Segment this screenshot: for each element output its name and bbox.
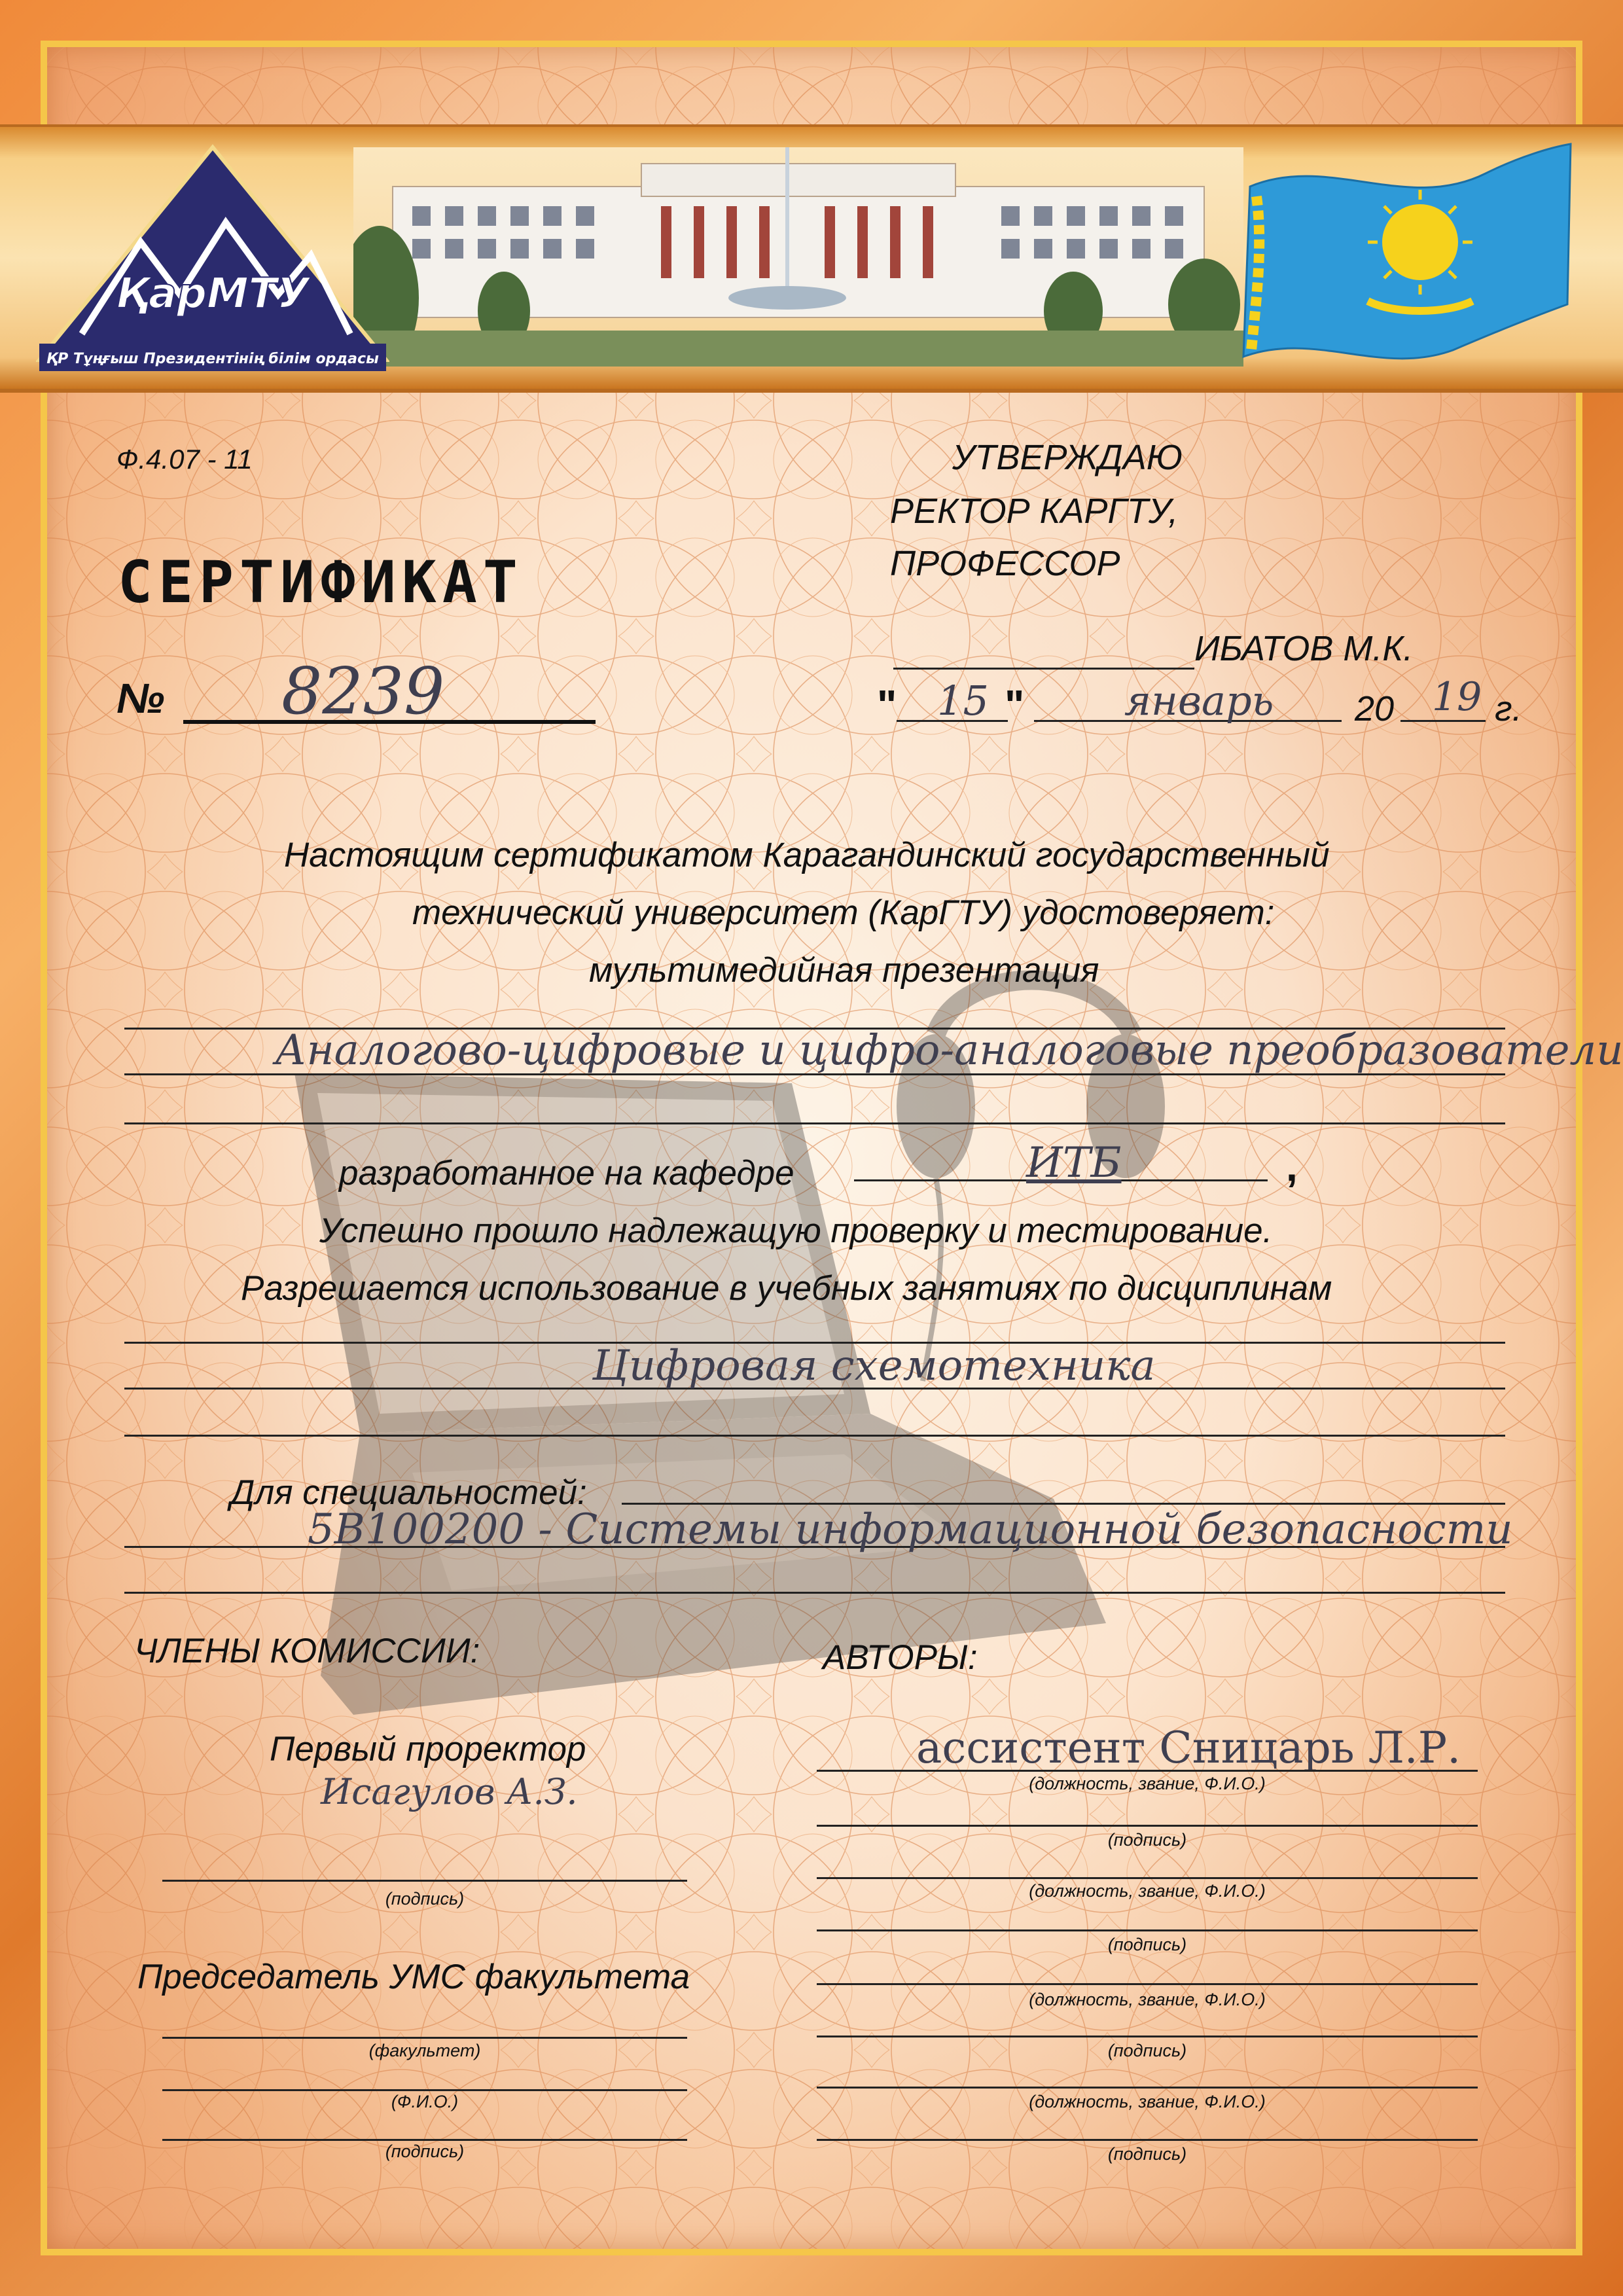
fio-line xyxy=(162,2089,687,2091)
authors-heading: АВТОРЫ: xyxy=(823,1638,978,1677)
university-logo xyxy=(36,144,389,380)
rector-name: ИБАТОВ М.К. xyxy=(1194,629,1414,668)
intro-line-2: технический университет (КарГТУ) удостоверяет: xyxy=(412,893,1275,932)
approval-line-2: РЕКТОР КАРГТУ, xyxy=(890,492,1179,531)
certificate-title: СЕРТИФИКАТ xyxy=(118,548,524,616)
faculty-caption: (факультет) xyxy=(368,2041,481,2060)
certificate-number: 8239 xyxy=(281,655,445,729)
specialty-line-1 xyxy=(622,1503,1505,1505)
logo-name: ҚарМТУ xyxy=(116,270,310,318)
author3-signature-caption: (подпись) xyxy=(1107,2041,1187,2060)
discipline-line-3 xyxy=(124,1435,1505,1437)
faculty-line xyxy=(162,2037,687,2039)
author1-signature-caption: (подпись) xyxy=(1107,1830,1187,1850)
university-building-photo xyxy=(353,147,1243,367)
intro-line-1: Настоящим сертификатом Карагандинский государственный xyxy=(284,836,1330,874)
specialty-line-3 xyxy=(124,1592,1505,1594)
department-value: ИТБ xyxy=(1026,1139,1122,1187)
fio-caption: (Ф.И.О.) xyxy=(391,2092,459,2111)
author2-signature-line xyxy=(817,1929,1478,1931)
year-unit: г. xyxy=(1495,689,1522,728)
specialty-label: Для специальностей: xyxy=(230,1473,587,1512)
department-comma: , xyxy=(1286,1143,1298,1190)
member1-signature-line xyxy=(162,1880,687,1882)
date-open-quote: " xyxy=(877,681,897,728)
date-day: 15 xyxy=(937,677,989,725)
member2-signature-line xyxy=(162,2139,687,2141)
author3-position-caption: (должность, звание, Ф.И.О.) xyxy=(1029,1990,1266,2009)
author4-signature-caption: (подпись) xyxy=(1107,2144,1187,2164)
commission-member1-title: Первый проректор xyxy=(270,1730,586,1768)
form-code: Ф.4.07 - 11 xyxy=(116,444,253,475)
author1-name: ассистент Сницарь Л.Р. xyxy=(916,1723,1461,1773)
member1-signature-caption: (подпись) xyxy=(385,1889,465,1909)
author1-position-caption: (должность, звание, Ф.И.О.) xyxy=(1029,1774,1266,1793)
intro-line-3: мультимедийная презентация xyxy=(589,951,1099,990)
approval-line-3: ПРОФЕССОР xyxy=(890,544,1120,583)
work-line-3 xyxy=(124,1122,1505,1124)
author4-position-caption: (должность, звание, Ф.И.О.) xyxy=(1029,2092,1266,2111)
year-line xyxy=(1400,720,1486,722)
specialty-value: 5В100200 - Системы информационной безопасности xyxy=(308,1505,1513,1554)
statement-tested: Успешно прошло надлежащую проверку и тестирование. xyxy=(319,1211,1273,1250)
kazakhstan-flag xyxy=(1237,134,1584,383)
work-title: Аналогово-цифровые и цифро-аналоговые преобразователи xyxy=(275,1026,1623,1075)
discipline-value: Цифровая схемотехника xyxy=(592,1342,1156,1390)
commission-member2-title: Председатель УМС факультета xyxy=(137,1958,690,1996)
member2-signature-caption: (подпись) xyxy=(385,2142,465,2161)
commission-member1-name: Исагулов А.З. xyxy=(321,1771,578,1812)
number-label: № xyxy=(116,675,165,722)
logo-tagline: ҚР Тұңғыш Президентінің білім ордасы xyxy=(46,351,379,367)
year-prefix: 20 xyxy=(1355,689,1395,728)
rector-signature-line xyxy=(893,668,1194,670)
department-label: разработанное на кафедре xyxy=(339,1154,794,1193)
author3-signature-line xyxy=(817,2036,1478,2037)
statement-allowed: Разрешается использование в учебных занятиях по дисциплинам xyxy=(241,1269,1332,1308)
author2-line xyxy=(817,1877,1478,1879)
date-close-quote: " xyxy=(1005,681,1025,728)
author3-line xyxy=(817,1983,1478,1985)
year-suffix: 19 xyxy=(1432,674,1482,720)
author2-signature-caption: (подпись) xyxy=(1107,1935,1187,1954)
author4-line xyxy=(817,2087,1478,2089)
commission-heading: ЧЛЕНЫ КОМИССИИ: xyxy=(134,1632,480,1670)
author1-signature-line xyxy=(817,1825,1478,1827)
date-month: январь xyxy=(1124,677,1274,725)
author2-position-caption: (должность, звание, Ф.И.О.) xyxy=(1029,1881,1266,1901)
author4-signature-line xyxy=(817,2139,1478,2141)
author1-line xyxy=(817,1770,1478,1772)
approval-line-1: УТВЕРЖДАЮ xyxy=(952,438,1183,477)
